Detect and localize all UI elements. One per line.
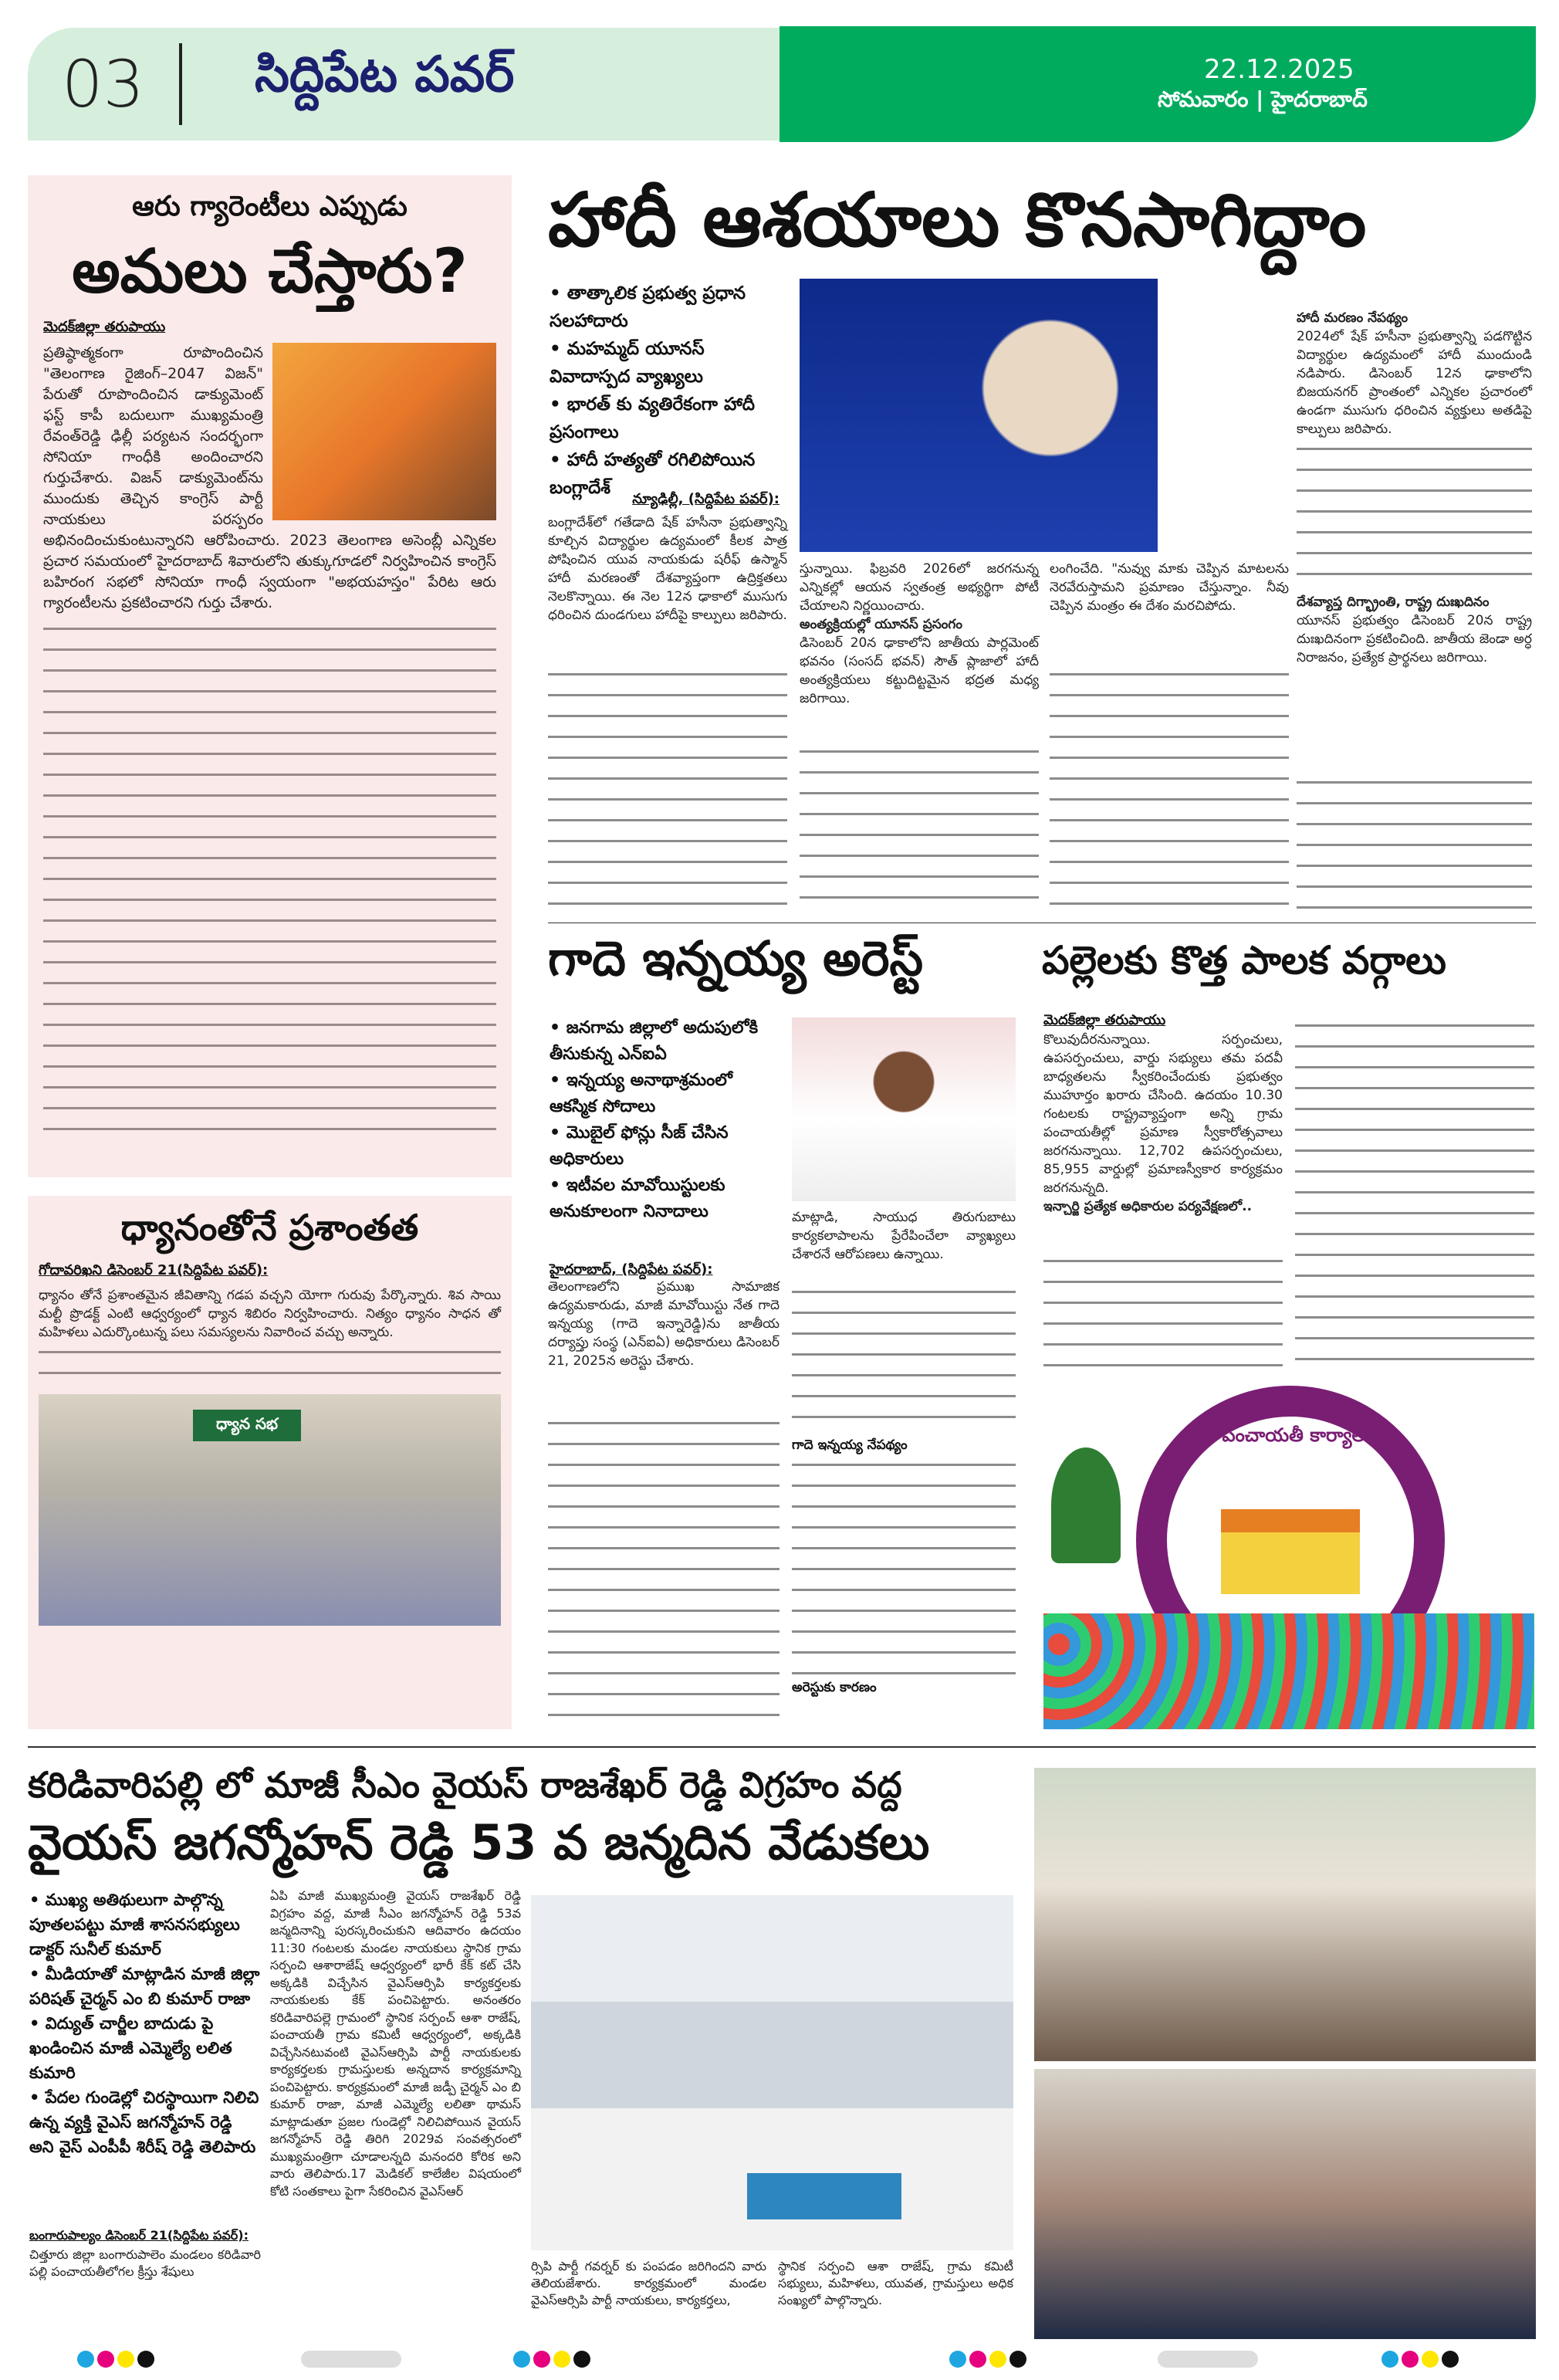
bottom-headline-line1: కరిడివారిపల్లి లో మాజీ సీఎం వైయస్ రాజశేఖర్ రెడ్డి విగ్రహం వద్ద xyxy=(28,1764,902,1806)
section-rule xyxy=(28,1746,1536,1748)
issue-date: 22.12.2025 xyxy=(1204,54,1354,85)
color-registration-marks xyxy=(949,2351,1030,2371)
bullet: • మహమ్మద్ యూనస్ వివాదాస్పద వ్యాఖ్యలు xyxy=(550,335,789,391)
panchayat-body xyxy=(1043,1031,1283,1216)
dateline: మెదక్‌జిల్లా తరుపాయు xyxy=(43,319,166,335)
dateline: మెదక్‌జిల్లా తరుపాయు xyxy=(1043,1012,1166,1028)
lead-body-col1: బంగ్లాదేశ్‌లో గతేడాది షేక్ హసీనా ప్రభుత్వాన్ని కూల్చిన విద్యార్థుల ఉద్యమంలో కీలక పాత్ర పోషించిన యువ నాయకుడు షరీఫ్ ఉస్మాన్ హాదీ మరణంతో దేశవ్యాప్తంగా ఉద్రిక్తతలు నెలకొన్నాయి. ఈ నెల 12న ఢాకాలో ముసుగు ధరించిన దుండగులు హాదీపై కాల్పులు జరిపారు. xyxy=(548,515,787,623)
meditation-photo xyxy=(39,1394,501,1626)
filler-lines xyxy=(1297,438,1532,593)
day-location: సోమవారం | హైదరాబాద్ xyxy=(1158,86,1368,112)
paragraph: కొలువుదీరనున్నాయి. సర్పంచులు, ఉపసర్పంచులు, వార్డు సభ్యులు తమ పదవీ బాధ్యతలను స్వీకరించేందుకు ప్రభుత్వం ముహూర్తం ఖరారు చేసింది. ఉదయం 10.30 గంటలకు రాష్ట్రవ్యాప్తంగా అన్ని గ్రామ పంచాయతీల్లో ప్రమాణ స్వీకారోత్సవాలు జరగనున్నాయి. 12,702 ఉపసర్పంచులు, 85,955 వార్డుల్లో ప్రమాణస్వీకార కార్యక్రమం జరగనున్నది. xyxy=(1043,1032,1283,1196)
color-registration-marks xyxy=(1381,2351,1462,2371)
photo-caption-left: ర్సిపి పార్టీ గవర్నర్ కు పంపడం జరిగిందని వారు తెలియజేశారు. కార్యక్రమంలో మండల వైఎస్ఆర్సిపి పార్టీ నాయకులు, కార్యకర్తలు, xyxy=(531,2259,766,2307)
bullet: • మొబైల్ ఫోన్లు సీజ్ చేసిన అధికారులు xyxy=(550,1120,781,1173)
subhead: హాదీ మరణం నేపథ్యం xyxy=(1297,310,1409,326)
story-kicker: ఆరు గ్యారెంటీలు ఎప్పుడు xyxy=(132,191,408,222)
masthead: సిద్దిపేట పవర్ xyxy=(255,46,515,103)
header-right-band xyxy=(780,26,1536,142)
bottom-headline-line2: వైయస్ జగన్మోహన్ రెడ్డి 53 వ జన్మదిన వేడుకలు xyxy=(28,1814,930,1870)
arrest-body-col2 xyxy=(792,1281,1016,1697)
panchayat-logo xyxy=(1043,1378,1534,1729)
panchayat-headline: పల్లెలకు కొత్త పాలక వర్గాలు xyxy=(1042,938,1446,983)
politician-photo xyxy=(272,343,496,520)
story-body: ధ్యానం తోనే ప్రశాంతమైన జీవితాన్ని గడప వచ్చని యోగా గురువు పేర్కొన్నారు. శివ సాయి మల్టీ ప్రొడక్ట్ ఎంటి ఆధ్వర్యంలో ధ్యాన శిబిరం నిర్వహించారు. నిత్యం ధ్యానం సాధన తో మహిళలు ఎదుర్కొంటున్న పలు సమస్యలను నివారించ వచ్చు అన్నారు. xyxy=(39,1288,501,1340)
bullet: • ఇన్నయ్య అనాథాశ్రమంలో ఆకస్మిక సోదాలు xyxy=(550,1068,781,1120)
yunus-photo xyxy=(800,279,1158,552)
bullet: • ఇటీవల మావోయిస్టులకు అనుకూలంగా నినాదాలు xyxy=(550,1173,781,1225)
story-body-continued xyxy=(39,1342,501,1388)
bullet: • విద్యుత్ చార్జీల బాదుడు పై ఖండించిన మాజీ ఎమ్మెల్యే లలిత కుమారి xyxy=(29,2011,261,2085)
grey-bar xyxy=(301,2351,401,2368)
dateline: బంగారుపాల్యం డిసెంబర్ 21(సిద్దిపేట పవర్): xyxy=(29,2228,249,2243)
bullet: • జనగామ జిల్లాలో అదుపులోకి తీసుకున్న ఎన్ఐఏ xyxy=(550,1015,781,1068)
bottom-bullets xyxy=(29,1887,261,2159)
paragraph: యూనస్ ప్రభుత్వం డిసెంబర్ 20న రాష్ట్ర దుఃఖదినంగా ప్రకటించింది. జాతీయ జెండా అర్ధ నిరాజనం, ప్రత్యేక ప్రార్థనలు జరిగాయి. xyxy=(1297,613,1532,665)
bullet: • భారత్ కు వ్యతిరేకంగా హాదీ ప్రసంగాలు xyxy=(550,391,789,446)
cake-cutting-photo xyxy=(531,1895,1013,2250)
panchayat-body-cont xyxy=(1043,1251,1283,1366)
bullet: • హాదీ హత్యతో రగిలిపోయిన బంగ్లాదేశ్ xyxy=(550,446,789,502)
subhead: దేశవ్యాప్త దిగ్భ్రాంతి, రాష్ట్ర దుఃఖదినం xyxy=(1297,594,1490,610)
paragraph: డిసెంబర్ 20న ఢాకాలోని జాతీయ పార్లమెంట్ భవనం (సంసద్ భవన్) సౌత్ ప్లాజాలో హాదీ అంత్యక్రియలు కట్టుదిట్టమైన భద్రత మధ్య జరిగాయి. xyxy=(800,635,1039,706)
press-meet-photo-2 xyxy=(1034,2069,1536,2339)
lead-body-col4 xyxy=(1297,309,1532,667)
bullet: • తాత్కాలిక ప్రభుత్వ ప్రధాన సలహాదారు xyxy=(550,279,789,335)
page-number: 03 xyxy=(62,46,144,122)
divider xyxy=(179,43,182,125)
subhead: అంత్యక్రియల్లో యూనస్ ప్రసంగం xyxy=(800,617,962,632)
lead-body-col2-cont xyxy=(800,741,1039,911)
innayya-photo xyxy=(792,1017,1016,1201)
photo-caption-right: స్థానిక సర్పంచి ఆశా రాజేష్, గ్రామ కమిటీ సభ్యులు, మహిళలు, యువత, గ్రామస్తులు అధిక సంఖ్యలో పాల్గొన్నారు. xyxy=(778,2259,1013,2307)
arrest-body: తెలంగాణలోని ప్రముఖ సామాజిక ఉద్యమకారుడు, మాజీ మావోయిస్టు నేత గాదె ఇన్నయ్య (గాదె ఇన్నారెడ్డి)ను జాతీయ దర్యాప్తు సంస్థ (ఎన్ఐఏ) అధికారులు డిసెంబర్ 21, 2025న అరెస్టు చేశారు. xyxy=(548,1279,780,1369)
story-body-continued xyxy=(43,618,496,1143)
logo-text: గ్రామ పంచాయతీ కార్యాలయం xyxy=(1179,1424,1398,1446)
lead-body-col3-cont xyxy=(1050,664,1289,911)
filler-lines xyxy=(792,1454,1016,1678)
bullet: • మీడియాతో మాట్లాడిన మాజీ జిల్లా పరిషత్ చైర్మన్ ఎం బి కుమార్ రాజా xyxy=(29,1962,261,2011)
story-body: ప్రతిష్ఠాత్మకంగా రూపొందించిన "తెలంగాణ రైజింగ్–2047 విజన్" పేరుతో రూపొందించిన డాక్యుమెంట్ ఫస్ట్ కాపీ బదులుగా ముఖ్యమంత్రి రేవంత్‌రెడ్డి ఢిల్లీ పర్యటన సందర్భంగా సోనియా గాంధీకి అందించారని గుర్తుచేశారు. విజన్ డాక్యుమెంట్‌ను ముందుకు తెచ్చిన కాంగ్రెస్ పార్టీ నాయకులు పరస్పరం అభినందించుకుంటున్నారని ఆరోపించారు. 2023 తెలంగాణ అసెంబ్లీ ఎన్నికల ప్రచార సమయంలో హైదరాబాద్ శివారులోని తుక్కుగూడలో నిర్వహించిన కాంగ్రెస్ బహిరంగ సభలో సోనియా గాంధీ స్వయంగా "అభయహస్తం" పేరిట ఆరు గ్యారంటీలను ప్రకటించారని గుర్తు చేశారు. xyxy=(43,344,496,611)
subhead: అరెస్టుకు కారణం xyxy=(792,1680,877,1695)
arrest-bullets xyxy=(550,1015,781,1225)
paragraph: 2024లో షేక్ హసీనా ప్రభుత్వాన్ని పడగొట్టిన విద్యార్థుల ఉద్యమంలో హాదీ ముందుండి నడిపారు. డిసెంబర్ 12న ఢాకాలోని బిజయనగర్ ప్రాంతంలో ఎన్నికల ప్రచారంలో ఉండగా ముసుగు ధరించిన వ్యక్తులు అతడిపై కాల్పులు జరిపారు. xyxy=(1297,329,1532,437)
meditation-story xyxy=(28,1196,512,1729)
bottom-body-left: చిత్తూరు జిల్లా బంగారుపాలెం మండలం కరిడివారి పల్లి పంచాయతీలోగల క్రీస్తు శేషులు xyxy=(29,2247,261,2279)
subhead: గాదె ఇన్నయ్య నేపథ్యం xyxy=(792,1437,908,1453)
grey-bar xyxy=(1158,2351,1258,2368)
photo-caption-text: మాట్లాడి, సాయుధ తిరుగుబాటు కార్యకలాపాలను ప్రేరేపించేలా వ్యాఖ్యలు చేశారనే ఆరోపణలు ఉన్నాయి. xyxy=(792,1210,1016,1262)
lead-body-col2 xyxy=(800,560,1039,708)
lead-bullets xyxy=(550,279,789,502)
dateline: గోదావరిఖని డిసెంబర్ 21(సిద్దిపేట పవర్): xyxy=(39,1262,269,1278)
lead-body-col1-cont xyxy=(548,664,787,911)
lead-body-col4-cont xyxy=(1297,772,1532,911)
dateline: హైదరాబాద్, (సిద్దిపేట పవర్): xyxy=(550,1261,713,1278)
photo-banner: ధ్యాన సభ xyxy=(193,1410,301,1441)
panchayat-body-col2 xyxy=(1295,1015,1534,1370)
story-headline: ధ్యానంతోనే ప్రశాంతత xyxy=(120,1207,419,1248)
paragraph: స్తున్నాయి. ఫిబ్రవరి 2026లో జరగనున్న ఎన్నికల్లో ఆయన స్వతంత్ర అభ్యర్థిగా పోటీ చేయాలని నిర్ణయించారు. xyxy=(800,561,1039,614)
bullet: • పేదల గుండెల్లో చిరస్థాయిగా నిలిచి ఉన్న వ్యక్తి వైఎస్ జగన్మోహన్ రెడ్డి అని వైస్ ఎంపీపీ శిరీష్ రెడ్డి తెలిపారు xyxy=(29,2085,261,2159)
lead-headline: హాదీ ఆశయాలు కొనసాగిద్దాం xyxy=(548,177,1367,263)
lead-body-col3: లంగించేది. "నువ్వు మాకు చెప్పిన మాటలను నెరవేరుస్తామని ప్రమాణం చేస్తున్నాం. నీవు చెప్పిన మంత్రం ఈ దేశం మరచిపోదు. xyxy=(1050,561,1289,614)
press-meet-photo-1 xyxy=(1034,1768,1536,2061)
arrest-headline: గాదె ఇన్నయ్య అరెస్ట్ xyxy=(548,930,924,987)
color-registration-marks xyxy=(513,2351,594,2371)
subhead: ఇన్చార్జి ప్రత్యేక అధికారుల పర్యవేక్షణలో.. xyxy=(1043,1199,1253,1214)
story-headline: అమలు చేస్తారు? xyxy=(72,237,468,306)
color-registration-marks xyxy=(77,2351,157,2371)
bottom-body-mid: ఏపి మాజీ ముఖ్యమంత్రి వైయస్ రాజశేఖర్ రెడ్డి విగ్రహం వద్ద, మాజీ సీఎం జగన్మోహన్ రెడ్డి 53వ జన్మదినాన్ని పురస్కరించుకుని ఆదివారం ఉదయం 11:30 గంటలకు మండల నాయకులు స్థానిక గ్రామ సర్పంచి ఆశారాజేష్ ఆధ్వర్యంలో భారీ కేక్ కట్ చేసి అక్కడికి విచ్చేసిన వైఎస్ఆర్సిపి కార్యకర్తలకు నాయకులకు కేక్ పంచిపెట్టారు. అనంతరం కరిడివారిపల్లె గ్రామంలో స్థానిక సర్పంచ్ ఆశా రాజేష్, పంచాయతీ గ్రామ కమిటీ ఆధ్వర్యంలో, అక్కడికి విచ్చేసినటువంటి వైఎస్ఆర్సిపి పార్టీ నాయకులకు కార్యకర్తలకు గ్రామస్తులకు అన్నదాన కార్యక్రమాన్ని పంచిపెట్టారు. కార్యక్రమంలో మాజీ జడ్పీ చైర్మన్ ఎం బి కుమార్ రాజా, మాజీ ఎమ్మెల్యే లలితా థామస్ మాట్లాడుతూ ప్రజల గుండెల్లో నిలిచిపోయిన వైయస్ జగన్మోహన్ రెడ్డి తిరిగి 2029వ సంవత్సరంలో ముఖ్యమంత్రిగా చూడాలన్నది మనందరి కోరిక అని వారు తెలిపారు.17 మెడికల్ కాలేజీల విషయంలో కోటి సంతకాలు పైగా సేకరించిన వైఎస్ఆర్ xyxy=(270,1888,521,2199)
left-story xyxy=(28,175,512,1177)
filler-lines xyxy=(792,1281,1016,1436)
arrest-body-cont xyxy=(548,1413,780,1729)
bullet: • ముఖ్య అతిథులుగా పాల్గొన్న పూతలపట్టు మాజీ శాసనసభ్యులు డాక్టర్ సునీల్ కుమార్ xyxy=(29,1887,261,1962)
dateline: న్యూఢిల్లీ, (సిద్దిపేట పవర్): xyxy=(632,491,780,507)
